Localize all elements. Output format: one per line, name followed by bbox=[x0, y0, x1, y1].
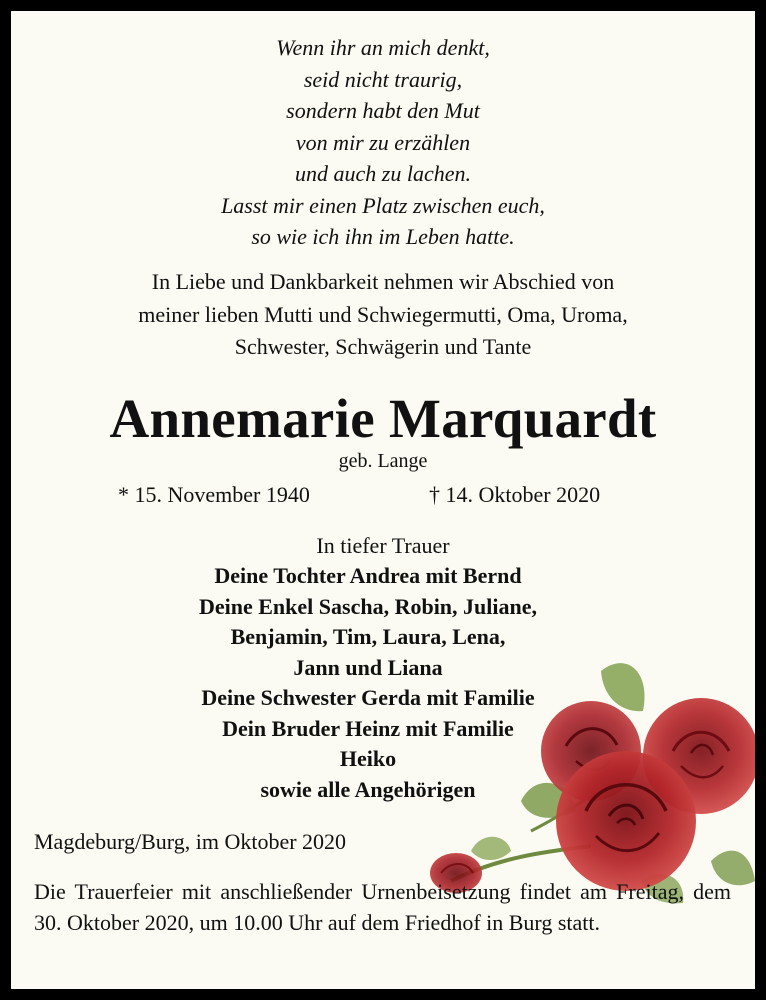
mourner-line: Heiko bbox=[339, 746, 397, 771]
intro-line: In Liebe und Dankbarkeit nehmen wir Abschied von bbox=[151, 269, 615, 294]
intro-line: Schwester, Schwägerin und Tante bbox=[234, 334, 532, 359]
mourner-line: Deine Tochter Andrea mit Bernd bbox=[214, 563, 522, 588]
mourner-line: Dein Bruder Heinz mit Familie bbox=[222, 715, 514, 741]
mourner-line: sowie alle Angehörigen bbox=[260, 776, 476, 802]
poem-line: seid nicht traurig, bbox=[303, 66, 463, 92]
funeral-notice: Die Trauerfeier mit anschließender Urnenbeisetzung findet am Freitag, dem 30. Oktober 2020, um 10.00 Uhr auf dem Friedhof in Burg statt. bbox=[34, 879, 731, 935]
poem-line: und auch zu lachen. bbox=[295, 161, 471, 186]
farewell-intro bbox=[11, 266, 755, 364]
poem-line: von mir zu erzählen bbox=[295, 129, 471, 155]
mourner-line: Benjamin, Tim, Laura, Lena, bbox=[230, 624, 506, 649]
place-date: Magdeburg/Burg, im Oktober 2020 bbox=[34, 829, 347, 854]
death-date: † 14. Oktober 2020 bbox=[429, 482, 601, 507]
deceased-name: Annemarie Marquardt bbox=[109, 388, 657, 449]
poem-line: Wenn ihr an mich denkt, bbox=[276, 35, 490, 60]
mourner-line: Deine Schwester Gerda mit Familie bbox=[201, 685, 535, 710]
mourning-intro: In tiefer Trauer bbox=[316, 533, 450, 558]
mourners-list bbox=[11, 561, 725, 805]
birth-date: * 15. November 1940 bbox=[118, 482, 310, 507]
poem-line: so wie ich ihn im Leben hatte. bbox=[251, 224, 515, 249]
mourner-line: Deine Enkel Sascha, Robin, Juliane, bbox=[198, 593, 537, 619]
poem-line: Lasst mir einen Platz zwischen euch, bbox=[221, 192, 545, 218]
intro-line: meiner lieben Mutti und Schwiegermutti, Oma, Uroma, bbox=[138, 301, 628, 327]
maiden-name: geb. Lange bbox=[338, 450, 428, 472]
poem bbox=[11, 32, 755, 253]
mourner-line: Jann und Liana bbox=[293, 654, 443, 680]
obituary-notice bbox=[11, 11, 755, 989]
poem-line: sondern habt den Mut bbox=[286, 98, 480, 123]
